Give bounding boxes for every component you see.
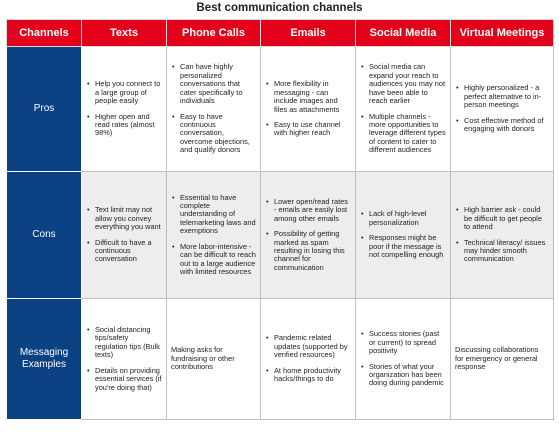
list-item: • Highly personalized - a perfect alternative to in-person meetings (464, 84, 549, 109)
list-item: • Easy to have continuous conversation, overcome objections, and qualify donors (180, 113, 256, 155)
list-item: • Details on providing essential services (if you're doing that) (95, 367, 162, 392)
list-item: • Possibility of getting marked as spam resulting in losing this channel for communication (274, 230, 351, 272)
header-texts: Texts (82, 20, 167, 47)
cell-text: Making asks for fundraising or other contributions (171, 345, 235, 372)
list-item: • Higher open and read rates (almost 98%) (95, 113, 162, 138)
list-item: • Difficult to have a continuous conversation (95, 239, 162, 264)
list-item: • Can have highly personalized conversations that cater specifically to individuals (180, 63, 256, 105)
header-phone-calls: Phone Calls (167, 20, 261, 47)
cell-cons-social-media (356, 172, 451, 299)
table-row-messaging-examples (7, 299, 554, 420)
cell-cons-emails (261, 172, 356, 299)
header-channels: Channels (7, 20, 82, 47)
list-item: • Success stories (past or current) to spread positivity (369, 330, 446, 355)
list-item: • Help you connect to a large group of people easily (95, 80, 162, 105)
list-item: • More labor-intensive - can be difficult to reach out to a large audience with limited resources (180, 243, 256, 277)
header-emails: Emails (261, 20, 356, 47)
list-item: • At home productivity hacks/things to do (274, 367, 351, 384)
header-row (7, 20, 554, 47)
list-item: • High barrier ask - could be difficult to get people to attend (464, 206, 549, 231)
cell-cons-texts (82, 172, 167, 299)
list-item: • Text limit may not allow you convey everything you want (95, 206, 162, 231)
header-social-media: Social Media (356, 20, 451, 47)
cell-pros-texts (82, 47, 167, 172)
row-label-messaging-examples: Messaging Examples (7, 299, 82, 420)
list-item: • More flexibility in messaging - can include images and files as attachments (274, 80, 351, 114)
row-label-cons: Cons (7, 172, 82, 299)
cell-cons-virtual-meetings (451, 172, 554, 299)
list-item: • Multiple channels - more opportunities to leverage different types of content to cater to different audiences (369, 113, 446, 155)
cell-cons-phone-calls (167, 172, 261, 299)
cell-text: Discussing collaborations for emergency or general response (455, 345, 539, 372)
cell-pros-virtual-meetings (451, 47, 554, 172)
cell-examples-emails (261, 299, 356, 420)
header-virtual-meetings: Virtual Meetings (451, 20, 554, 47)
list-item: • Essential to have complete understanding of telemarketing laws and exemptions (180, 194, 256, 236)
row-label-pros: Pros (7, 47, 82, 172)
cell-pros-emails (261, 47, 356, 172)
cell-examples-texts (82, 299, 167, 420)
page-title: Best communication channels (196, 2, 363, 14)
channels-table (6, 19, 554, 420)
cell-examples-virtual-meetings (451, 299, 554, 420)
list-item: • Responses might be poor if the message is not compelling enough (369, 234, 446, 259)
list-item: • Pandemic related updates (supported by verified resources) (274, 334, 351, 359)
cell-examples-social-media (356, 299, 451, 420)
cell-pros-social-media (356, 47, 451, 172)
list-item: • Cost effective method of engaging with donors (464, 117, 549, 134)
table-row-cons (7, 172, 554, 299)
list-item: • Easy to use channel with higher reach (274, 121, 351, 138)
list-item: • Lower open/read rates - emails are easily lost among other emails (274, 198, 351, 223)
cell-examples-phone-calls (167, 299, 261, 420)
list-item: • Social distancing tips/safety regulation tips (Bulk texts) (95, 326, 162, 360)
list-item: • Technical literacy/ issues may hinder smooth communication (464, 239, 549, 264)
list-item: • Social media can expand your reach to audiences you may not have been able to reach earlier (369, 63, 446, 105)
list-item: • Stories of what your organization has been doing during pandemic (369, 363, 446, 388)
cell-pros-phone-calls (167, 47, 261, 172)
table-row-pros (7, 47, 554, 172)
list-item: • Lack of high-level personalization (369, 210, 446, 227)
